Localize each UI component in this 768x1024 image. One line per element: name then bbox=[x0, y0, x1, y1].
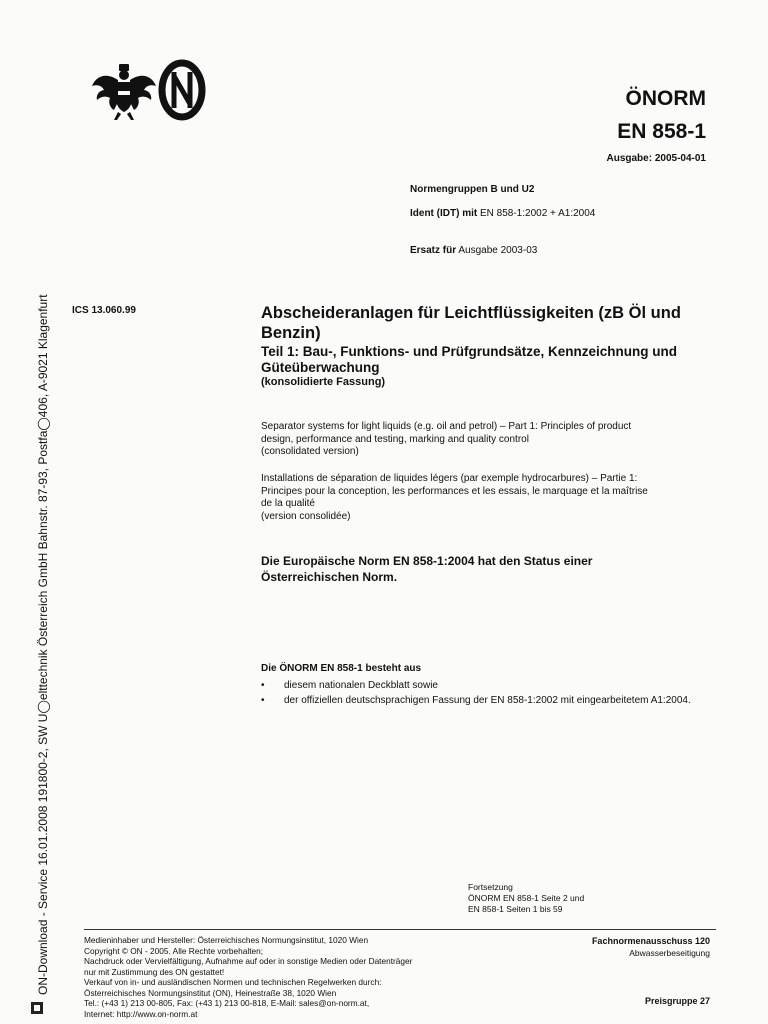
fachgebiet: Abwasserbeseitigung bbox=[629, 948, 710, 958]
footer-line: Copyright © ON - 2005. Alle Rechte vorbehalten; bbox=[84, 945, 264, 956]
title-main: Abscheideranlagen für Leichtflüssigkeiten (zB Öl und Benzin) bbox=[261, 304, 681, 342]
french-line: Installations de séparation de liquides légers (par exemple hydrocarbures) – Partie 1: bbox=[261, 473, 638, 484]
english-line: design, performance and testing, marking and quality control bbox=[261, 433, 529, 445]
ident-line bbox=[410, 208, 595, 219]
french-line: (version consolidée) bbox=[261, 510, 351, 522]
ausgabe-date: Ausgabe: 2005-04-01 bbox=[606, 153, 706, 164]
footer-publisher bbox=[84, 935, 524, 1019]
french-line: de la qualité bbox=[261, 498, 315, 509]
document-title bbox=[261, 303, 721, 389]
norm-number: EN 858-1 bbox=[617, 120, 706, 143]
footer-line: Tel.: (+43 1) 213 00-805, Fax: (+43 1) 213 00-818, E-Mail: sales@on-norm.at, bbox=[84, 998, 370, 1008]
fachausschuss: Fachnormenausschuss 120 bbox=[591, 936, 710, 946]
besteht-heading: Die ÖNORM EN 858-1 besteht aus bbox=[261, 663, 422, 674]
title-note: (konsolidierte Fassung) bbox=[261, 376, 386, 388]
footer-line: Internet: http://www.on-norm.at bbox=[84, 1008, 198, 1019]
ersatz-label: Ersatz für bbox=[410, 245, 457, 256]
fortsetzung-line: ÖNORM EN 858-1 Seite 2 und bbox=[468, 892, 585, 903]
footer-committee bbox=[592, 935, 710, 959]
norm-label: ÖNORM bbox=[625, 87, 706, 110]
on-norm-logo-icon bbox=[162, 63, 202, 117]
download-stamp-icon bbox=[30, 1000, 44, 1016]
norm-designation bbox=[617, 82, 706, 148]
ident-value: EN 858-1:2002 + A1:2004 bbox=[480, 208, 596, 219]
french-line: Principes pour la conception, les performances et les essais, le marquage et la maîtrise bbox=[261, 485, 648, 497]
status-statement bbox=[261, 553, 691, 585]
list-item: • diesem nationalen Deckblatt sowie bbox=[261, 680, 691, 693]
normengruppen-text: Normengruppen B und U2 bbox=[410, 184, 535, 195]
footer-line: Nachdruck oder Vervielfältigung, Aufnahme auf oder in sonstige Medien oder Datenträger bbox=[84, 956, 413, 966]
status-line: Österreichischen Norm. bbox=[261, 570, 398, 584]
ics-code: ICS 13.060.99 bbox=[72, 305, 136, 316]
ersatz-line bbox=[410, 245, 537, 256]
french-title bbox=[261, 473, 691, 523]
status-line: Die Europäische Norm EN 858-1:2004 hat den Status einer bbox=[261, 554, 593, 568]
english-title bbox=[261, 421, 691, 459]
list-item: • der offiziellen deutschsprachigen Fassung der EN 858-1:2002 mit eingearbeitetem A1:2004. bbox=[261, 695, 691, 708]
fortsetzung-line: Fortsetzung bbox=[468, 882, 513, 892]
footer-divider bbox=[84, 929, 716, 930]
footer-line: Österreichisches Normungsinstitut (ON), Heinestraße 38, 1020 Wien bbox=[84, 987, 337, 998]
ersatz-value: Ausgabe 2003-03 bbox=[458, 245, 538, 256]
download-watermark-text: ON-Download - Service 16.01.2008 191800-2, SW U◯elttechnik Österreich GmbH Bahnstr. 87-93, Postfa◯406, A-9021 Klagenfurt bbox=[36, 294, 50, 995]
besteht-aus bbox=[261, 663, 691, 711]
logos-svg bbox=[88, 58, 208, 122]
footer-line: nur mit Zustimmung des ON gestattet! bbox=[84, 966, 225, 977]
preisgruppe: Preisgruppe 27 bbox=[644, 996, 710, 1006]
footer-line: Medieninhaber und Hersteller: Österreichisches Normungsinstitut, 1020 Wien bbox=[84, 935, 369, 945]
besteht-list bbox=[261, 680, 691, 708]
ident-label: Ident (IDT) mit bbox=[410, 208, 478, 219]
header-logos bbox=[88, 58, 208, 122]
normengruppen bbox=[410, 184, 534, 195]
english-line: (consolidated version) bbox=[261, 446, 359, 457]
austrian-eagle-icon bbox=[92, 64, 156, 120]
footer-line: Verkauf von in- und ausländischen Normen und technischen Regelwerken durch: bbox=[84, 977, 382, 987]
english-line: Separator systems for light liquids (e.g. oil and petrol) – Part 1: Principles of product bbox=[261, 421, 632, 432]
fortsetzung bbox=[468, 882, 648, 914]
title-sub: Teil 1: Bau-, Funktions- und Prüfgrundsätze, Kennzeichnung und Güteüberwachung bbox=[261, 344, 677, 375]
fortsetzung-line: EN 858-1 Seiten 1 bis 59 bbox=[468, 903, 563, 914]
